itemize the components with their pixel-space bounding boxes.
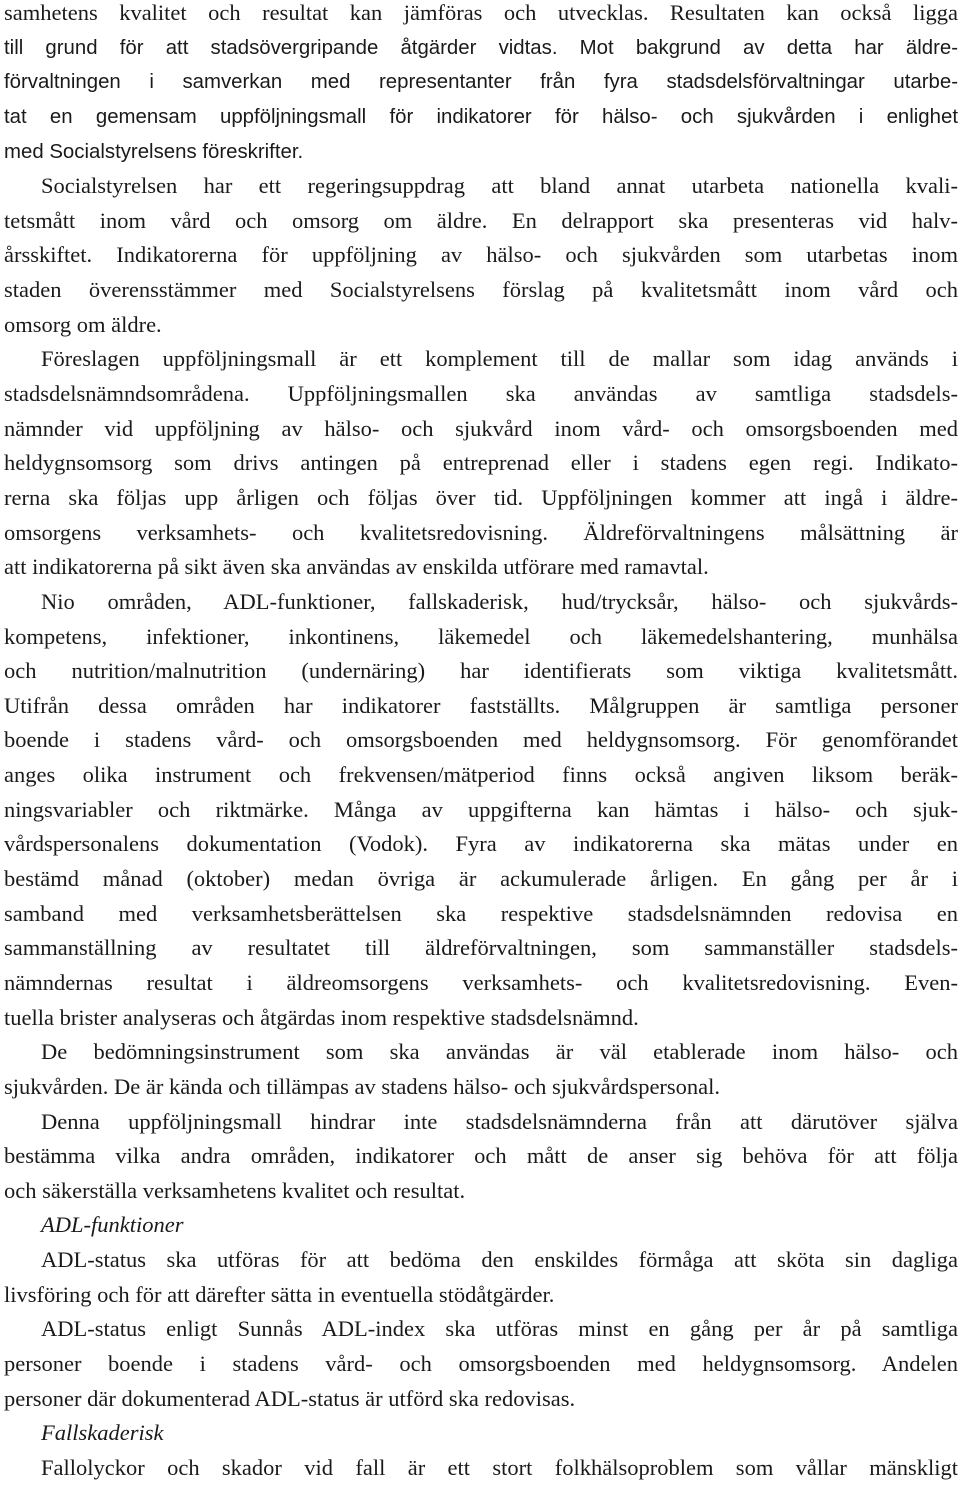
body-text-line: anges olika instrument och frekvensen/mätperiod finns också angiven liksom beräk- [4, 762, 958, 788]
body-text-line: stadsdelsnämndsområdena. Uppföljningsmallen ska användas av samtliga stadsdels- [4, 381, 958, 407]
body-text-line: bestämma vilka andra områden, indikatorer och mått de anser sig behöva för att följa [4, 1143, 958, 1169]
paragraph-first-line: Nio områden, ADL-funktioner, fallskaderisk, hud/trycksår, hälso- och sjukvårds- [41, 588, 958, 614]
body-text-line: personer boende i stadens vård- och omsorgsboenden med heldygnsomsorg. Andelen [4, 1350, 958, 1376]
body-text-line: tuella brister analyseras och åtgärdas inom respektive stadsdelsnämnd. [4, 1004, 639, 1030]
paragraph-first-line: Socialstyrelsen har ett regeringsuppdrag att bland annat utarbeta nationella kvali- [41, 173, 958, 199]
body-text-line: personer där dokumenterad ADL-status är utförd ska redovisas. [4, 1385, 576, 1411]
paragraph-first-line: Föreslagen uppföljningsmall är ett komplement till de mallar som idag används i [41, 346, 958, 372]
paragraph-first-line: ADL-status enligt Sunnås ADL-index ska utföras minst en gång per år på samtliga [41, 1316, 958, 1342]
section-heading-fallskaderisk: Fallskaderisk [41, 1420, 164, 1446]
body-text-line: boende i stadens vård- och omsorgsboenden med heldygnsomsorg. För genomförandet [4, 727, 958, 753]
body-text-line: till grund för att stadsövergripande åtgärder vidtas. Mot bakgrund av detta har äldre- [4, 36, 958, 59]
body-text-line: och nutrition/malnutrition (undernäring) har identifierats som viktiga kvalitetsmått. [4, 658, 958, 684]
body-text-line: bestämd månad (oktober) medan övriga är ackumulerade årligen. En gång per år i [4, 866, 958, 892]
body-text-line: nämndernas resultat i äldreomsorgens verksamhets- och kvalitetsredovisning. Even- [4, 969, 958, 995]
body-text-line: med Socialstyrelsens föreskrifter. [4, 140, 304, 163]
body-text-line: omsorgens verksamhets- och kvalitetsredovisning. Äldreförvaltningens målsättning är [4, 519, 958, 545]
paragraph-first-line: ADL-status ska utföras för att bedöma den enskildes förmåga att sköta sin dagliga [41, 1247, 958, 1273]
body-text-line: staden överensstämmer med Socialstyrelsens förslag på kvalitetsmått inom vård och [4, 277, 958, 303]
body-text-line: samband med verksamhetsberättelsen ska respektive stadsdelsnämnden redovisa en [4, 900, 958, 926]
body-text-line: nämnder vid uppföljning av hälso- och sjukvård inom vård- och omsorgsboenden med [4, 415, 958, 441]
paragraph-first-line: Fallolyckor och skador vid fall är ett stort folkhälsoproblem som vållar mänskligt [41, 1454, 958, 1480]
paragraph-first-line: Denna uppföljningsmall hindrar inte stadsdelsnämnderna från att därutöver själva [41, 1108, 958, 1134]
body-text-line: tat en gemensam uppföljningsmall för indikatorer för hälso- och sjukvården i enlighet [4, 105, 958, 128]
body-text-line: och säkerställa verksamhetens kvalitet och resultat. [4, 1177, 466, 1203]
document-page [4, 0, 958, 1486]
section-heading-adl-funktioner: ADL-funktioner [41, 1212, 184, 1238]
body-text-line: sjukvården. De är kända och tillämpas av stadens hälso- och sjukvårdspersonal. [4, 1073, 721, 1099]
body-text-line: omsorg om äldre. [4, 311, 162, 337]
body-text-line: förvaltningen i samverkan med representanter från fyra stadsdelsförvaltningar utarbe- [4, 71, 958, 94]
body-text-line: Utifrån dessa områden har indikatorer fastställts. Målgruppen är samtliga personer [4, 692, 958, 718]
body-text-line: livsföring och för att därefter sätta in eventuella stödåtgärder. [4, 1281, 555, 1307]
body-text-line: kompetens, infektioner, inkontinens, läkemedel och läkemedelshantering, munhälsa [4, 623, 958, 649]
body-text-line: sammanställning av resultatet till äldreförvaltningen, som sammanställer stadsdels- [4, 935, 958, 961]
body-text-line: tetsmått inom vård och omsorg om äldre. En delrapport ska presenteras vid halv- [4, 207, 958, 233]
body-text-line: ningsvariabler och riktmärke. Många av uppgifterna kan hämtas i hälso- och sjuk- [4, 796, 958, 822]
body-text-line: vårdspersonalens dokumentation (Vodok). Fyra av indikatorerna ska mätas under en [4, 831, 958, 857]
body-text-line: heldygnsomsorg som drivs antingen på entreprenad eller i stadens egen regi. Indikato- [4, 450, 958, 476]
paragraph-first-line: De bedömningsinstrument som ska användas är väl etablerade inom hälso- och [41, 1039, 958, 1065]
body-text-line: samhetens kvalitet och resultat kan jämföras och utvecklas. Resultaten kan också ligga [4, 0, 958, 25]
body-text-line: årsskiftet. Indikatorerna för uppföljning av hälso- och sjukvården som utarbetas inom [4, 242, 958, 268]
body-text-line: rerna ska följas upp årligen och följas över tid. Uppföljningen kommer att ingå i äldre- [4, 484, 958, 510]
body-text-line: att indikatorerna på sikt även ska användas av enskilda utförare med ramavtal. [4, 554, 709, 580]
